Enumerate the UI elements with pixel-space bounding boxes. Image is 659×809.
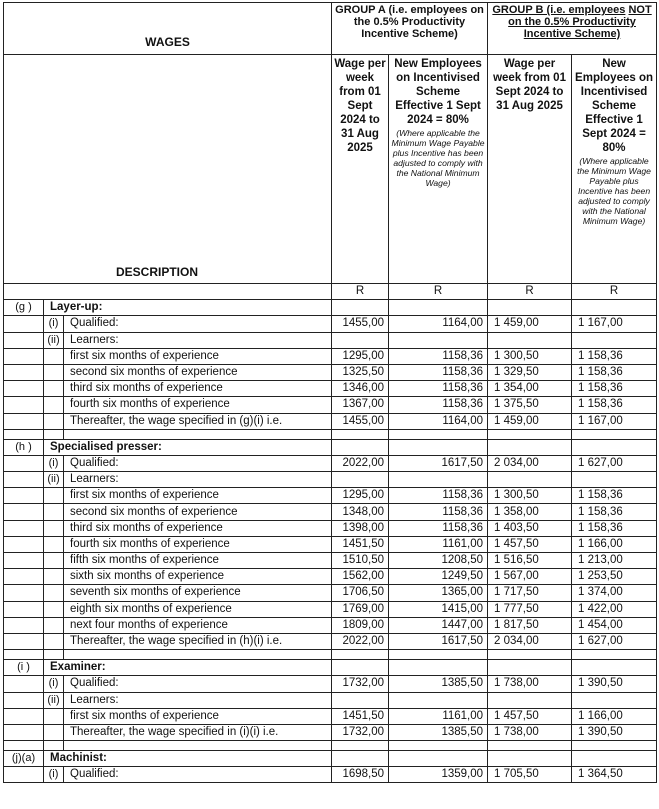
value-b1: 1 738,00: [488, 676, 572, 692]
row-label: Qualified:: [64, 316, 332, 332]
section-title: Machinist:: [44, 751, 332, 767]
row-label: Thereafter, the wage specified in (h)(i) i.e.: [64, 633, 332, 649]
col-b2-note: (Where applicable the Minimum Wage Payable plus Incentive has been adjusted to comply with the National Minimum Wage): [577, 156, 651, 226]
value-a1: 1809,00: [332, 617, 389, 633]
value-a2: 1158,36: [389, 397, 488, 413]
table-row: [4, 472, 657, 488]
value-b2: 1 167,00: [572, 413, 657, 429]
row-label: Learners:: [64, 472, 332, 488]
value-b2: 1 390,50: [572, 724, 657, 740]
row-label: Learners:: [64, 332, 332, 348]
value-b2: 1 158,36: [572, 504, 657, 520]
col-a2-title: New Employees on Incentivised Scheme Effective 1 Sept 2024 = 80%: [394, 58, 482, 126]
col-a1-heading: Wage per week from 01 Sept 2024 to 31 Aug 2025: [332, 55, 389, 284]
value-b1: 1 738,00: [488, 724, 572, 740]
value-a1: 1769,00: [332, 601, 389, 617]
value-a2: 1385,50: [389, 724, 488, 740]
row-label: next four months of experience: [64, 617, 332, 633]
section-code: (i ): [4, 660, 44, 676]
value-b2: 1 166,00: [572, 536, 657, 552]
value-a1: 1510,50: [332, 553, 389, 569]
col-a2-heading: [389, 55, 488, 284]
table-row: [4, 488, 657, 504]
table-row: [4, 676, 657, 692]
value-b2: 1 627,00: [572, 455, 657, 471]
value-b2: 1 158,36: [572, 364, 657, 380]
value-b1: 1 457,50: [488, 536, 572, 552]
table-row: [4, 504, 657, 520]
row-label: fourth six months of experience: [64, 397, 332, 413]
section-code: (g ): [4, 300, 44, 316]
section-row: [4, 300, 657, 316]
value-a1: 1451,50: [332, 536, 389, 552]
value-a2: 1158,36: [389, 364, 488, 380]
roman-numeral: (i): [44, 455, 64, 471]
value-b2: 1 422,00: [572, 601, 657, 617]
value-a1: 2022,00: [332, 633, 389, 649]
section-row: [4, 660, 657, 676]
table-row: [4, 724, 657, 740]
value-b2: 1 166,00: [572, 708, 657, 724]
value-b1: 1 516,50: [488, 553, 572, 569]
row-label: second six months of experience: [64, 364, 332, 380]
value-b2: 1 374,00: [572, 585, 657, 601]
row-label: Thereafter, the wage specified in (i)(i) i.e.: [64, 724, 332, 740]
value-b2: 1 253,50: [572, 569, 657, 585]
group-a-heading: GROUP A (i.e. employees on the 0.5% Productivity Incentive Scheme): [332, 3, 488, 55]
col-b2-heading: [572, 55, 657, 284]
value-b1: 1 567,00: [488, 569, 572, 585]
row-label: Thereafter, the wage specified in (g)(i) i.e.: [64, 413, 332, 429]
row-label: Qualified:: [64, 767, 332, 783]
value-b2: 1 213,00: [572, 553, 657, 569]
value-a1: 1698,50: [332, 767, 389, 783]
section-title: Specialised presser:: [44, 439, 332, 455]
section-row: [4, 751, 657, 767]
row-label: first six months of experience: [64, 348, 332, 364]
row-label: second six months of experience: [64, 504, 332, 520]
table-row: [4, 348, 657, 364]
value-a2: 1617,50: [389, 455, 488, 471]
roman-numeral: (i): [44, 316, 64, 332]
value-a1: 1706,50: [332, 585, 389, 601]
value-a1: 1562,00: [332, 569, 389, 585]
roman-numeral: (ii): [44, 332, 64, 348]
value-a2: 1365,00: [389, 585, 488, 601]
value-a2: 1158,36: [389, 381, 488, 397]
section-title: Examiner:: [44, 660, 332, 676]
value-a1: 1451,50: [332, 708, 389, 724]
value-b1: 1 457,50: [488, 708, 572, 724]
group-b-heading-prefix: GROUP B (i.e. employees: [492, 4, 626, 16]
table-row: [4, 569, 657, 585]
value-a1: 1732,00: [332, 724, 389, 740]
section-row: [4, 439, 657, 455]
value-b2: 1 158,36: [572, 381, 657, 397]
value-b2: 1 158,36: [572, 348, 657, 364]
value-b1: 1 717,50: [488, 585, 572, 601]
wages-table: [3, 2, 657, 783]
table-row: [4, 316, 657, 332]
table-row: [4, 332, 657, 348]
table-row: [4, 553, 657, 569]
table-row: [4, 381, 657, 397]
roman-numeral: (i): [44, 767, 64, 783]
table-row: [4, 767, 657, 783]
value-b1: 1 403,50: [488, 520, 572, 536]
table-row: [4, 692, 657, 708]
value-a2: 1208,50: [389, 553, 488, 569]
value-b1: 1 817,50: [488, 617, 572, 633]
value-b1: 1 705,50: [488, 767, 572, 783]
value-a2: 1617,50: [389, 633, 488, 649]
value-b1: 1 777,50: [488, 601, 572, 617]
value-a2: 1359,00: [389, 767, 488, 783]
value-b2: 1 158,36: [572, 520, 657, 536]
row-label: first six months of experience: [64, 708, 332, 724]
section-code: (j)(a): [4, 751, 44, 767]
value-a1: 1455,00: [332, 316, 389, 332]
value-a2: 1161,00: [389, 536, 488, 552]
table-row: [4, 585, 657, 601]
currency-a1: R: [332, 284, 389, 300]
col-a2-note: (Where applicable the Minimum Wage Payable plus Incentive has been adjusted to comply with the National Minimum Wage): [391, 128, 485, 188]
value-a1: 1346,00: [332, 381, 389, 397]
value-a2: 1158,36: [389, 348, 488, 364]
row-label: third six months of experience: [64, 520, 332, 536]
value-a2: 1447,00: [389, 617, 488, 633]
table-row: [4, 413, 657, 429]
value-b1: 1 300,50: [488, 348, 572, 364]
roman-numeral: (ii): [44, 472, 64, 488]
group-b-heading-rest: NOT on the 0.5% Productivity Incentive Scheme): [508, 4, 652, 40]
value-b1: 1 459,00: [488, 413, 572, 429]
row-label: fourth six months of experience: [64, 536, 332, 552]
value-a1: 2022,00: [332, 455, 389, 471]
value-a1: 1295,00: [332, 488, 389, 504]
row-label: Learners:: [64, 692, 332, 708]
currency-row-spacer: [4, 284, 332, 300]
value-b2: 1 158,36: [572, 488, 657, 504]
value-a2: 1249,50: [389, 569, 488, 585]
value-a1: 1367,00: [332, 397, 389, 413]
value-a1: 1348,00: [332, 504, 389, 520]
value-b1: 2 034,00: [488, 455, 572, 471]
value-a2: 1164,00: [389, 316, 488, 332]
roman-numeral: (i): [44, 676, 64, 692]
currency-b2: R: [572, 284, 657, 300]
value-a2: 1158,36: [389, 504, 488, 520]
col-b2-title: New Employees on Incentivised Scheme Effective 1 Sept 2024 = 80%: [575, 58, 654, 154]
value-b2: 1 167,00: [572, 316, 657, 332]
value-a1: 1398,00: [332, 520, 389, 536]
table-row: [4, 633, 657, 649]
row-label: Qualified:: [64, 676, 332, 692]
row-label: first six months of experience: [64, 488, 332, 504]
value-a1: 1455,00: [332, 413, 389, 429]
row-label: Qualified:: [64, 455, 332, 471]
value-a1: 1325,50: [332, 364, 389, 380]
value-a2: 1385,50: [389, 676, 488, 692]
table-row: [4, 708, 657, 724]
value-b2: 1 364,50: [572, 767, 657, 783]
group-b-heading: [488, 3, 657, 55]
value-b1: 2 034,00: [488, 633, 572, 649]
value-b2: 1 158,36: [572, 397, 657, 413]
value-a2: 1161,00: [389, 708, 488, 724]
value-a2: 1158,36: [389, 520, 488, 536]
currency-a2: R: [389, 284, 488, 300]
row-label: third six months of experience: [64, 381, 332, 397]
currency-b1: R: [488, 284, 572, 300]
row-label: fifth six months of experience: [64, 553, 332, 569]
table-row: [4, 601, 657, 617]
row-label: eighth six months of experience: [64, 601, 332, 617]
value-b2: 1 627,00: [572, 633, 657, 649]
table-row: [4, 364, 657, 380]
section-title: Layer-up:: [44, 300, 332, 316]
value-a2: 1164,00: [389, 413, 488, 429]
value-a1: 1732,00: [332, 676, 389, 692]
section-code: (h ): [4, 439, 44, 455]
value-a1: 1295,00: [332, 348, 389, 364]
value-b1: 1 354,00: [488, 381, 572, 397]
value-b2: 1 390,50: [572, 676, 657, 692]
description-heading: DESCRIPTION: [4, 55, 332, 284]
col-b1-heading: Wage per week from 01 Sept 2024 to 31 Aug 2025: [488, 55, 572, 284]
value-a2: 1158,36: [389, 488, 488, 504]
value-a2: 1415,00: [389, 601, 488, 617]
table-row: [4, 617, 657, 633]
value-b1: 1 375,50: [488, 397, 572, 413]
row-label: seventh six months of experience: [64, 585, 332, 601]
value-b1: 1 300,50: [488, 488, 572, 504]
value-b1: 1 329,50: [488, 364, 572, 380]
roman-numeral: (ii): [44, 692, 64, 708]
value-b1: 1 459,00: [488, 316, 572, 332]
table-row: [4, 397, 657, 413]
table-row: [4, 536, 657, 552]
value-b2: 1 454,00: [572, 617, 657, 633]
value-b1: 1 358,00: [488, 504, 572, 520]
table-row: [4, 520, 657, 536]
table-row: [4, 455, 657, 471]
wages-heading: WAGES: [4, 3, 332, 55]
row-label: sixth six months of experience: [64, 569, 332, 585]
